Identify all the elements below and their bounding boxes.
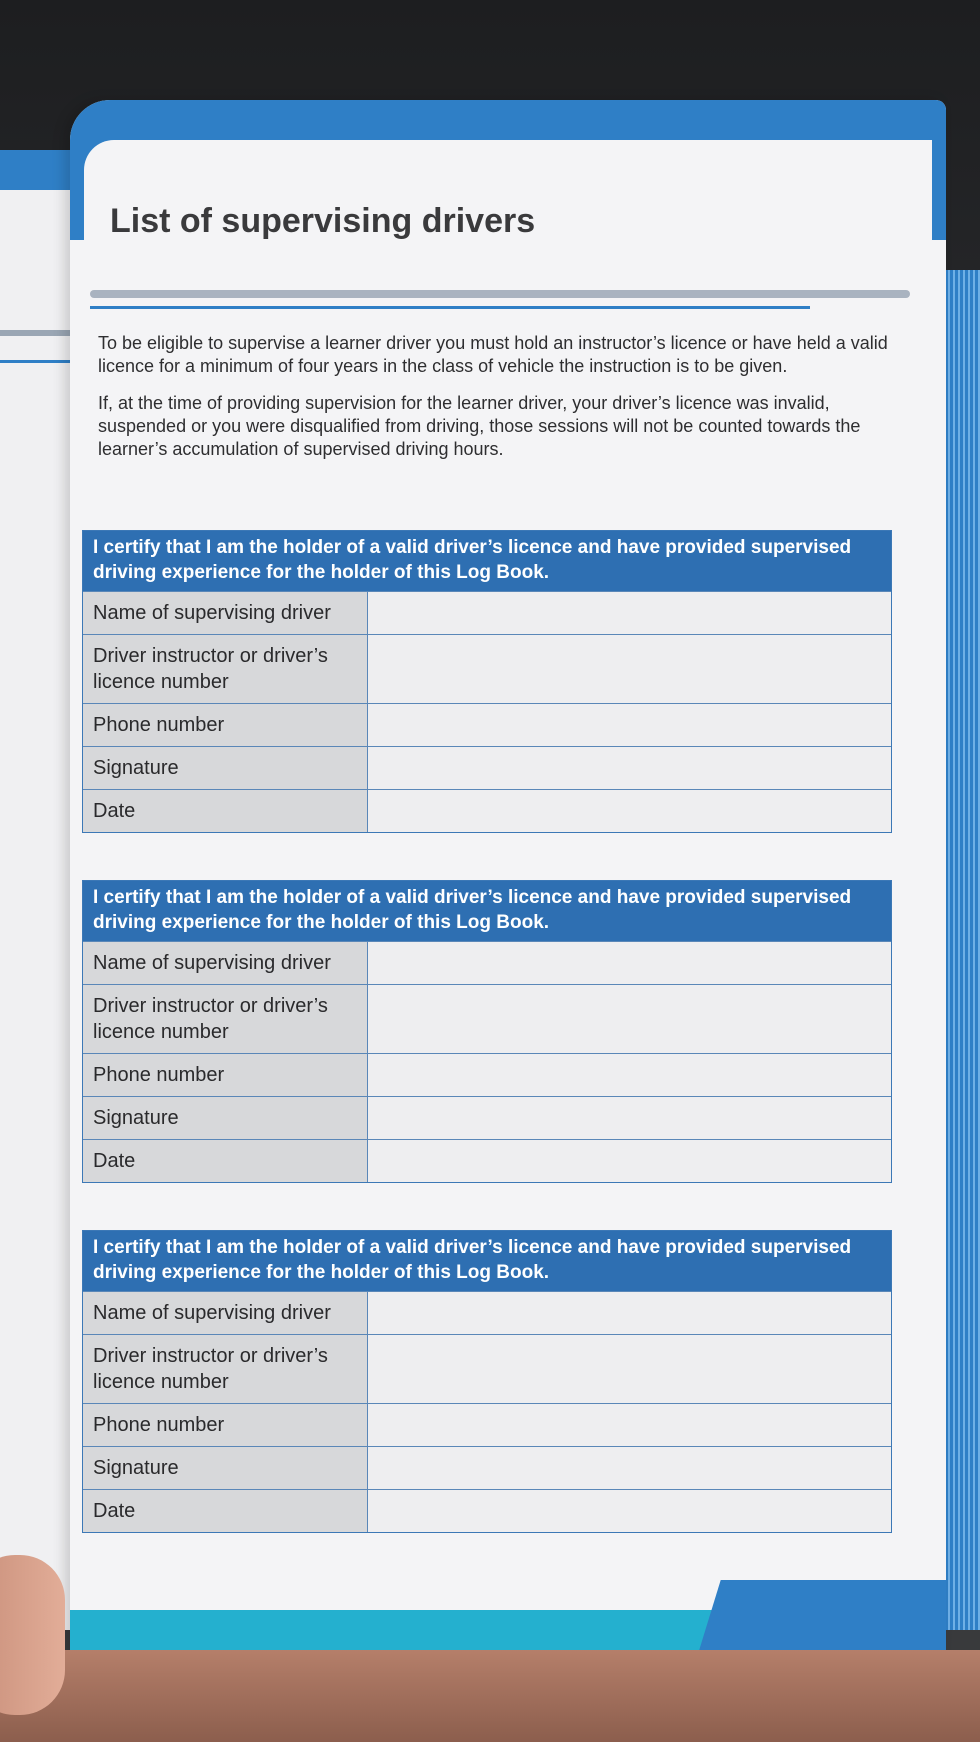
form-row-date [83, 1139, 891, 1182]
supervisor-form-3 [82, 1230, 892, 1533]
name-field[interactable] [368, 1292, 891, 1334]
field-label: Phone number [83, 1404, 368, 1446]
intro-text [98, 332, 908, 475]
holding-hand [0, 1650, 980, 1742]
page-title: List of supervising drivers [110, 202, 536, 240]
signature-field[interactable] [368, 747, 891, 789]
field-label: Name of supervising driver [83, 942, 368, 984]
title-rule-blue [90, 306, 810, 309]
form-row-licence [83, 1334, 891, 1403]
date-field[interactable] [368, 1140, 891, 1182]
field-label: Signature [83, 747, 368, 789]
date-field[interactable] [368, 1490, 891, 1532]
field-label: Date [83, 1140, 368, 1182]
field-label: Date [83, 790, 368, 832]
field-label: Driver instructor or driver’s licence number [83, 985, 368, 1053]
invalid-licence-paragraph: If, at the time of providing supervision for the learner driver, your driver’s licence was invalid, suspended or you were disqualified from driving, those sessions will not be counted towards the learner’s accumulation of supervised driving hours. [98, 393, 861, 459]
form-row-signature [83, 1446, 891, 1489]
signature-field[interactable] [368, 1447, 891, 1489]
phone-field[interactable] [368, 1054, 891, 1096]
form-row-phone [83, 703, 891, 746]
licence-number-field[interactable] [368, 985, 891, 1053]
form-row-signature [83, 1096, 891, 1139]
certification-statement: I certify that I am the holder of a valid driver’s licence and have provided supervised driving experience for the holder of this Log Book. [83, 881, 891, 941]
certification-statement: I certify that I am the holder of a valid driver’s licence and have provided supervised driving experience for the holder of this Log Book. [83, 1231, 891, 1291]
field-label: Phone number [83, 704, 368, 746]
top-band-inner [84, 140, 932, 260]
form-row-date [83, 1489, 891, 1532]
phone-field[interactable] [368, 1404, 891, 1446]
form-row-licence [83, 984, 891, 1053]
certification-statement: I certify that I am the holder of a valid driver’s licence and have provided supervised driving experience for the holder of this Log Book. [83, 531, 891, 591]
form-row-name [83, 591, 891, 634]
name-field[interactable] [368, 592, 891, 634]
signature-field[interactable] [368, 1097, 891, 1139]
name-field[interactable] [368, 942, 891, 984]
logbook-page [70, 100, 946, 1680]
licence-number-field[interactable] [368, 1335, 891, 1403]
title-rule-grey [90, 290, 910, 298]
eligibility-paragraph: To be eligible to supervise a learner driver you must hold an instructor’s licence or have held a valid licence for a minimum of four years in the class of vehicle the instruction is to be given. [98, 333, 888, 376]
form-row-licence [83, 634, 891, 703]
field-label: Name of supervising driver [83, 592, 368, 634]
form-row-phone [83, 1403, 891, 1446]
field-label: Phone number [83, 1054, 368, 1096]
form-row-date [83, 789, 891, 832]
form-row-name [83, 941, 891, 984]
date-field[interactable] [368, 790, 891, 832]
form-row-signature [83, 746, 891, 789]
field-label: Signature [83, 1447, 368, 1489]
form-row-phone [83, 1053, 891, 1096]
thumb [0, 1555, 65, 1715]
field-label: Signature [83, 1097, 368, 1139]
phone-field[interactable] [368, 704, 891, 746]
field-label: Name of supervising driver [83, 1292, 368, 1334]
supervisor-form-1 [82, 530, 892, 833]
form-row-name [83, 1291, 891, 1334]
field-label: Driver instructor or driver’s licence number [83, 1335, 368, 1403]
supervisor-form-2 [82, 880, 892, 1183]
field-label: Date [83, 1490, 368, 1532]
licence-number-field[interactable] [368, 635, 891, 703]
field-label: Driver instructor or driver’s licence number [83, 635, 368, 703]
